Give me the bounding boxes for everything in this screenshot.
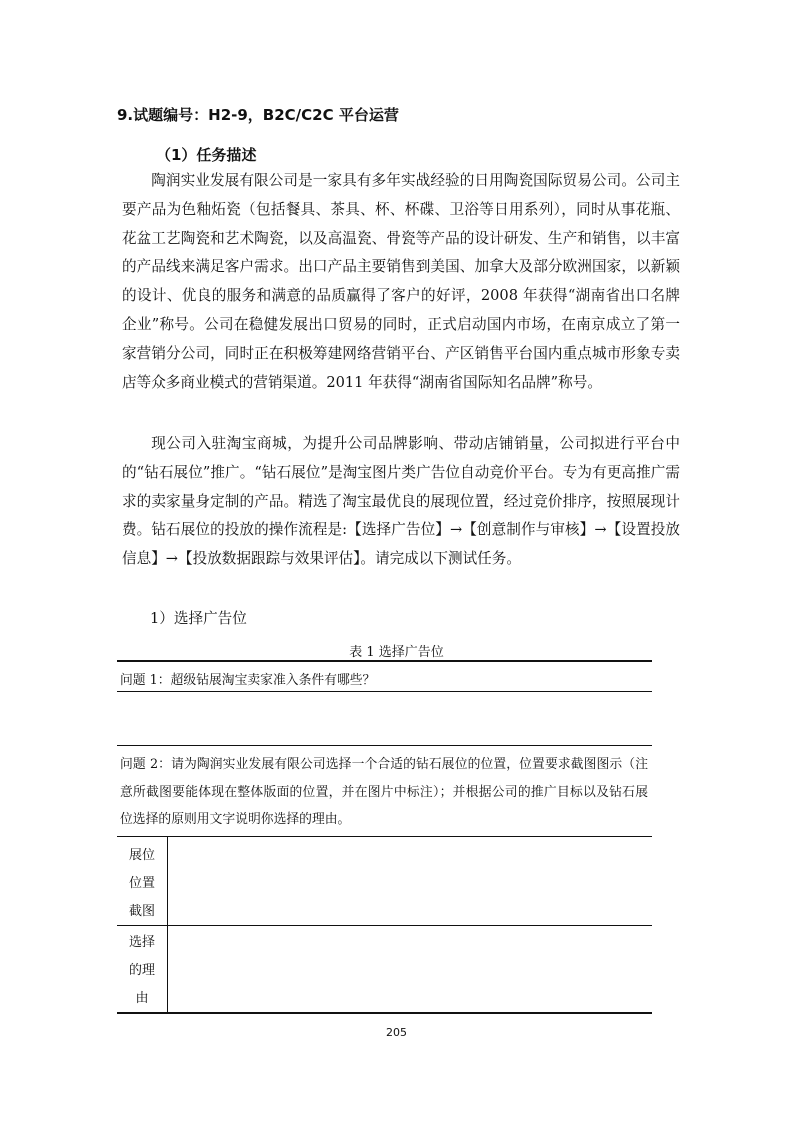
section-heading: 9.试题编号：H2-9，B2C/C2C 平台运营	[117, 106, 399, 124]
table-caption: 表 1 选择广告位	[349, 645, 444, 660]
table-rule	[117, 745, 652, 746]
table-rule	[117, 836, 652, 837]
table-top-rule	[117, 660, 652, 662]
reason-label: 选择 的理 由	[128, 935, 155, 1006]
company-intro-paragraph: 陶润实业发展有限公司是一家具有多年实战经验的日用陶瓷国际贸易公司。公司主要产品为色釉炻瓷（包括餐具、茶具、杯、杯碟、卫浴等日用系列），同时从事花瓶、花盆工艺陶瓷和艺术陶瓷，以及高温瓷、骨瓷等产品的设计研发、生产和销售，以丰富的产品线来满足客户需求。出口产品主要销售到美国、加拿大及部分欧洲国家，以新颖的设计、优良的服务和满意的品质赢得了客户的好评，2008 年获得“湖南省出口名牌企业”称号。公司在稳健发展出口贸易的同时，正式启动国内市场，在南京成立了第一家营销分公司，同时正在积极筹建网络营销平台、产区销售平台国内重点城市形象专卖店等众多商业模式的营销渠道。2011 年获得“湖南省国际知名品牌”称号。	[122, 172, 680, 391]
diamond-booth-paragraph: 现公司入驻淘宝商城，为提升公司品牌影响、带动店铺销量，公司拟进行平台中的“钻石展位”推广。“钻石展位”是淘宝图片类广告位自动竞价平台。专为有更高推广需求的卖家量身定制的产品。精选了淘宝最优良的展现位置，经过竞价排序，按照展现计费。钻石展位的投放的操作流程是:【选择广告位】→【创意制作与审核】→【设置投放信息】→【投放数据跟踪与效果评估】。请完成以下测试任务。	[122, 435, 680, 568]
page-number: 205	[386, 1026, 407, 1039]
question-2: 问题 2：请为陶润实业发展有限公司选择一个合适的钻石展位的位置，位置要求截图图示（注意所截图要能体现在整体版面的位置，并在图片中标注）；并根据公司的推广目标以及钻石展位选择的原则用文字说明你选择的理由。	[120, 757, 648, 827]
table-bottom-rule	[117, 1012, 652, 1014]
task-description-heading: （1）任务描述	[156, 146, 257, 164]
question-1: 问题 1：超级钻展淘宝卖家准入条件有哪些？	[120, 673, 376, 688]
table-rule	[117, 691, 652, 692]
table-rule	[117, 925, 652, 926]
table-column-divider	[167, 836, 168, 1013]
screenshot-label: 展位 位置 截图	[128, 848, 155, 919]
step-label: 1）选择广告位	[150, 610, 247, 627]
